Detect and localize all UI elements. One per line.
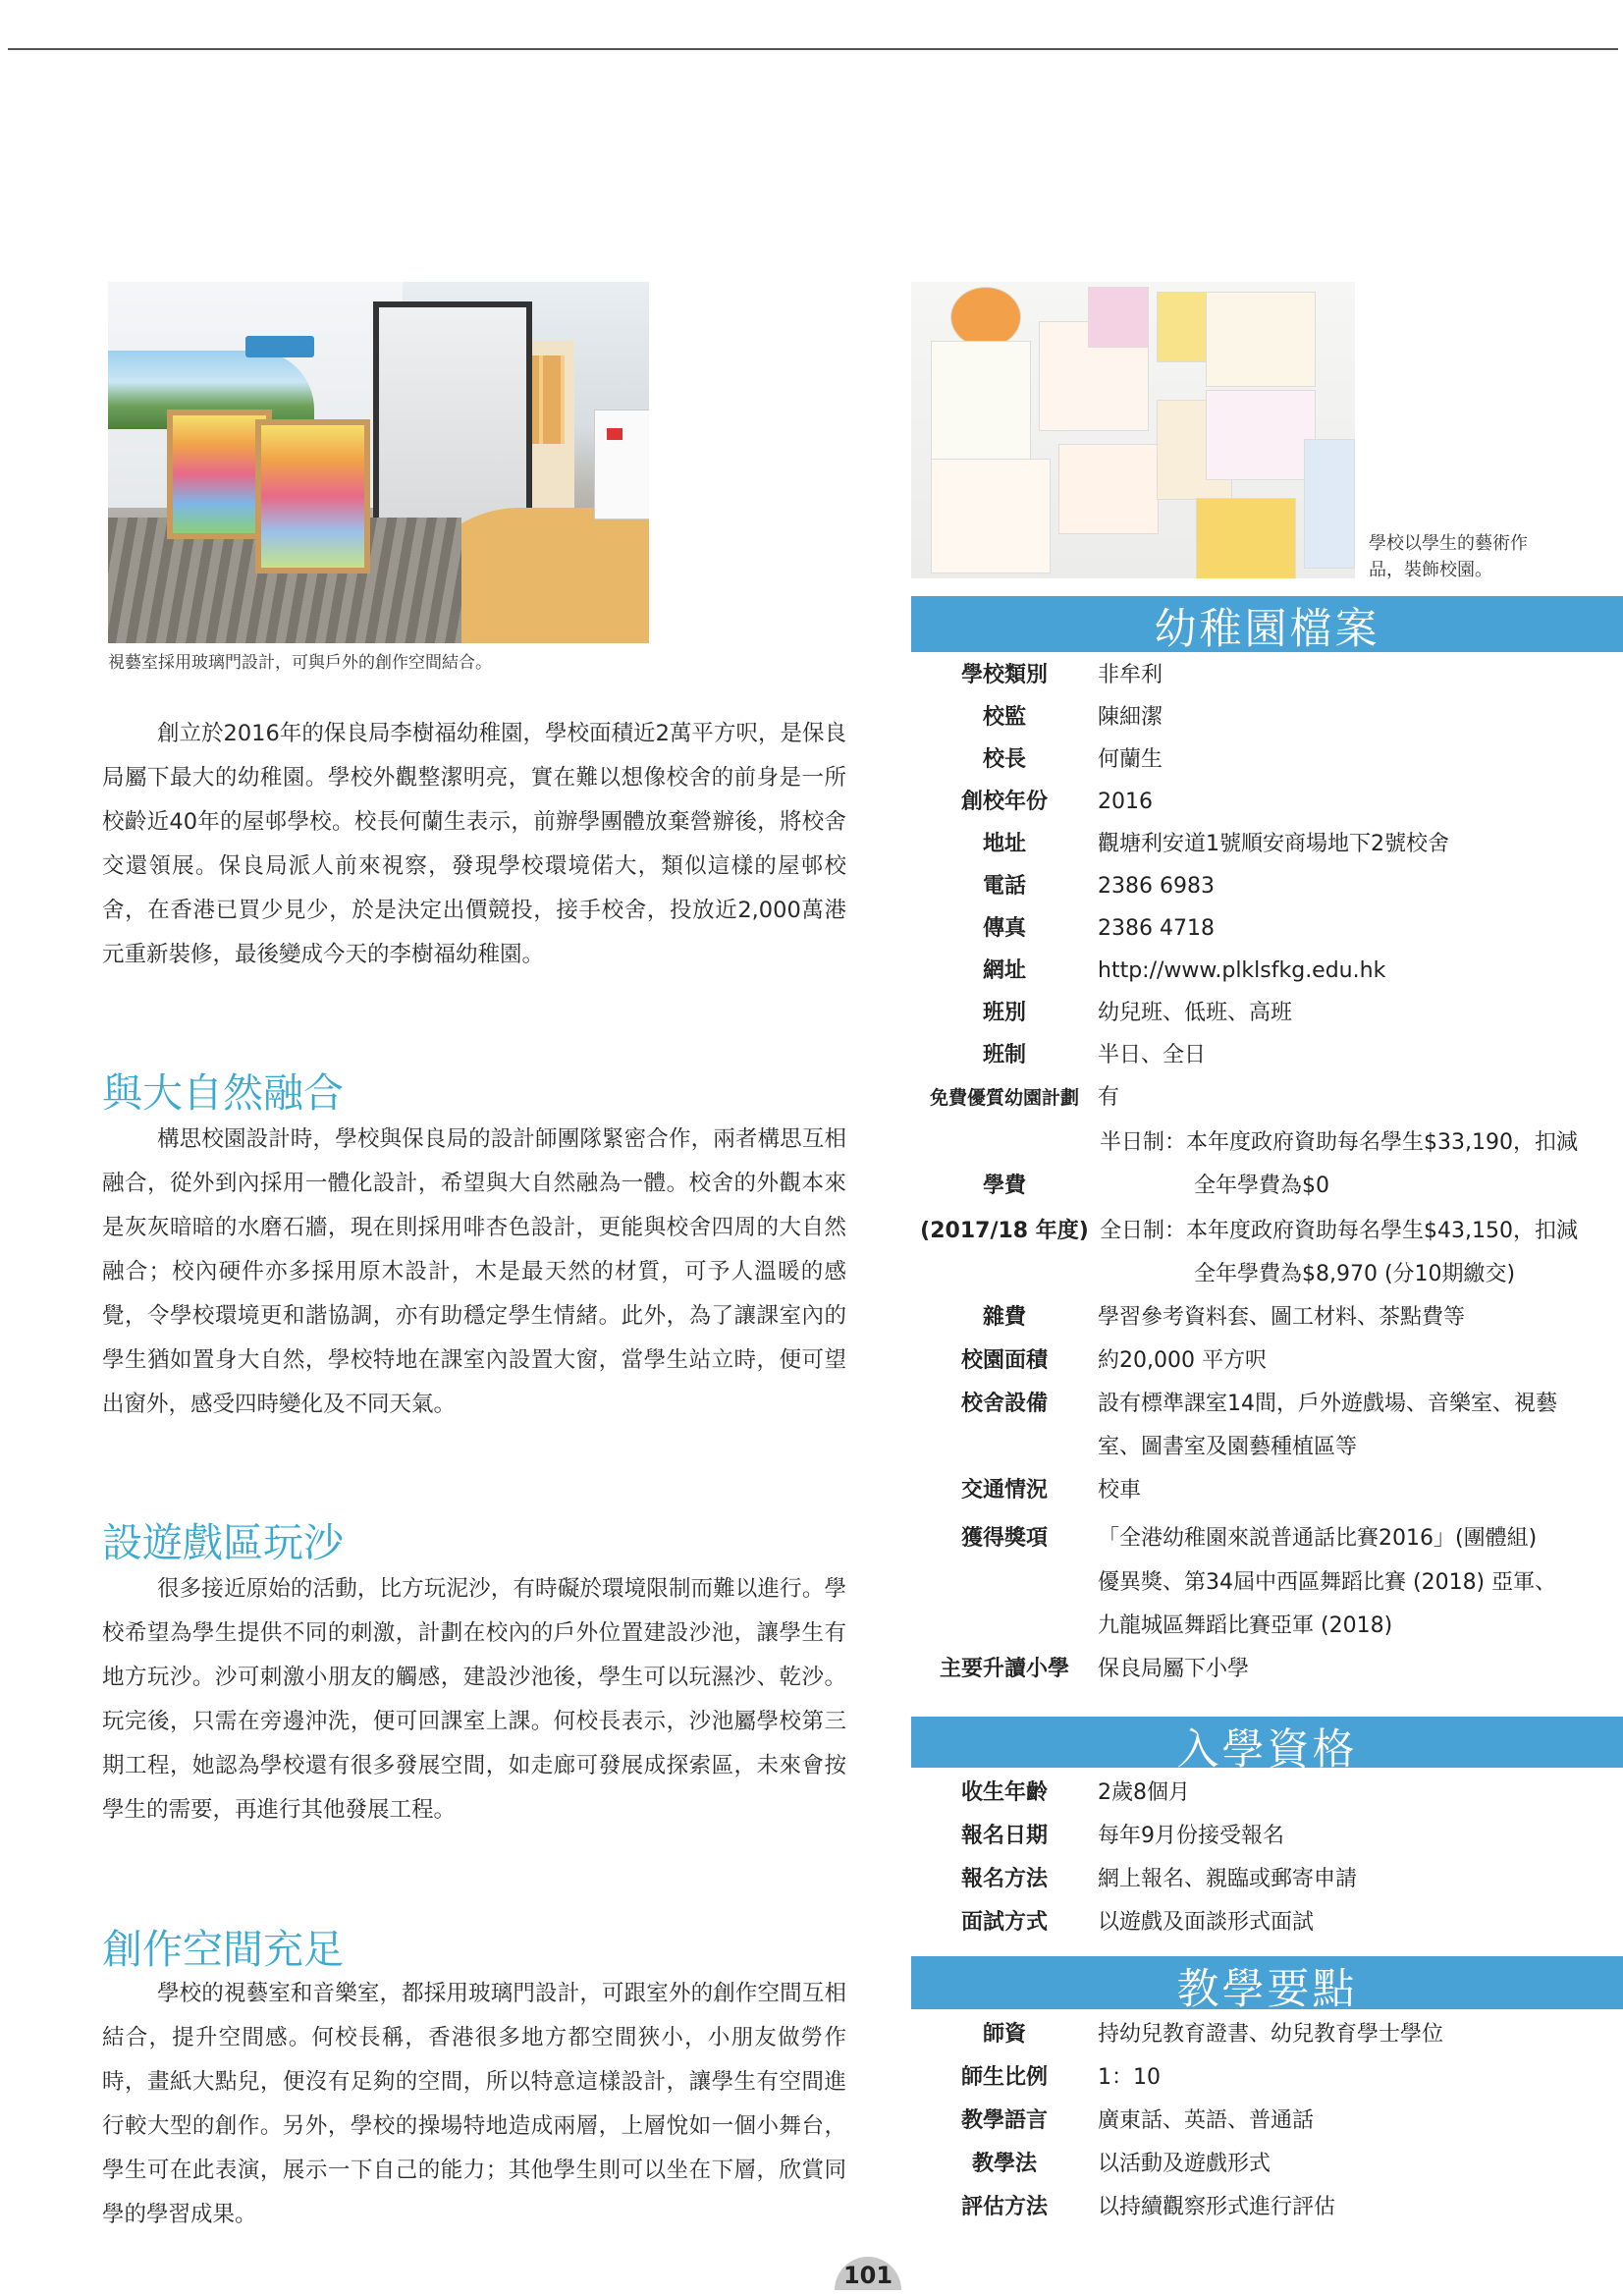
info-label: 師資: [982, 2022, 1026, 2047]
info-value: 2386 4718: [1098, 916, 1215, 941]
info-label: 校舍設備: [960, 1392, 1048, 1416]
section2-heading: 設遊戲區玩沙: [102, 1519, 344, 1566]
caption-line: 學校以學生的藝術作: [1369, 533, 1528, 554]
intro-paragraph: [102, 712, 846, 977]
info-value: 「全港幼稚園來説普通話比賽2016」(團體組): [1098, 1526, 1538, 1551]
info-label: 校園面積: [960, 1348, 1048, 1373]
section2-paragraph: [102, 1567, 846, 1832]
artwork: [1304, 439, 1355, 569]
section3-paragraph: [102, 1972, 846, 2237]
info-label: 教學法: [971, 2152, 1037, 2176]
info-label: 雜費: [982, 1305, 1026, 1330]
info-label: 主要升讀小學: [939, 1657, 1069, 1681]
teaching-title-band: [911, 1956, 1623, 2014]
info-value: 每年9月份接受報名: [1098, 1824, 1284, 1848]
info-label: 免費優質幼園計劃: [929, 1087, 1079, 1109]
photo-poster: [594, 410, 649, 519]
student-artwork-photo: [911, 282, 1355, 578]
top-rule: [8, 48, 1618, 50]
section1-heading: 與大自然融合: [102, 1069, 344, 1117]
info-value: 有: [1098, 1085, 1120, 1110]
info-label: 收生年齡: [960, 1780, 1048, 1805]
info-value: 半日、全日: [1098, 1043, 1207, 1067]
info-label: 網址: [982, 958, 1026, 983]
photo-right-caption: [1369, 530, 1528, 583]
info-value: 九龍城區舞蹈比賽亞軍 (2018): [1098, 1613, 1393, 1638]
info-value: 保良局屬下小學: [1098, 1657, 1250, 1681]
photo-easel: [255, 419, 370, 574]
fee-full-line2: 全年學費為$8,970 (分10期繳交): [1194, 1262, 1516, 1286]
info-label: 獲得獎項: [960, 1526, 1048, 1551]
info-label: 交通情況: [960, 1478, 1048, 1503]
info-label: 校長: [982, 747, 1026, 772]
info-value: 非牟利: [1098, 663, 1163, 687]
artwork: [1088, 287, 1149, 348]
info-value: 觀塘利安道1號順安商場地下2號校舍: [1098, 832, 1449, 856]
fee-half-line1: 半日制：本年度政府資助每名學生$33,190，扣減: [1100, 1130, 1578, 1155]
info-label: 班別: [982, 1001, 1026, 1025]
info-value: 以持續觀察形式進行評估: [1098, 2195, 1336, 2219]
fee-year-label: (2017/18 年度): [920, 1219, 1089, 1243]
info-value: 幼兒班、低班、高班: [1098, 1001, 1293, 1025]
section1-text: 構思校園設計時，學校與保良局的設計師團隊緊密合作，兩者構思互相融合，從外到內採用一體化設計，希望與大自然融為一體。校舍的外觀本來是灰灰暗暗的水磨石牆，現在則採用啡杏色設計，更能與校舍四周的大自然融合；校內硬件亦多採用原木設計，木是最天然的材質，可予人溫暖的感覺，令學校環境更和諧協調，亦有助穩定學生情緒。此外，為了讓課室內的學生猶如置身大自然，學校特地在課室內設置大窗，當學生站立時，便可望出窗外，感受四時變化及不同天氣。: [102, 1126, 846, 1417]
info-label: 地址: [982, 832, 1026, 856]
photo-left-caption: 視藝室採用玻璃門設計，可與戶外的創作空間結合。: [108, 653, 492, 673]
artwork: [1206, 292, 1316, 387]
intro-text: 創立於2016年的保良局李樹福幼稚園，學校面積近2萬平方呎，是保良局屬下最大的幼稚園。學校外觀整潔明亮，實在難以想像校舍的前身是一所校齡近40年的屋邨學校。校長何蘭生表示，前辦學團體放棄營辦後，將校舍交還領展。保良局派人前來視察，發現學校環境偌大，類似這樣的屋邨校舍，在香港已買少見少，於是決定出價競投，接手校舍，投放近2,000萬港元重新裝修，最後變成今天的李樹福幼稚園。: [102, 721, 846, 967]
info-value: 以活動及遊戲形式: [1098, 2152, 1271, 2176]
info-value: 約20,000 平方呎: [1098, 1348, 1267, 1373]
artwork: [1196, 498, 1296, 578]
info-value: 1：10: [1098, 2065, 1161, 2090]
section1-paragraph: [102, 1118, 846, 1427]
info-label: 創校年份: [960, 790, 1048, 814]
info-value: 陳細潔: [1098, 705, 1163, 730]
info-label: 電話: [982, 874, 1026, 899]
info-value: 設有標準課室14間，戶外遊戲場、音樂室、視藝: [1098, 1392, 1557, 1416]
info-value: 何蘭生: [1098, 747, 1163, 772]
info-value: 校車: [1098, 1478, 1142, 1503]
info-label: 師生比例: [960, 2065, 1048, 2090]
artwork: [931, 459, 1051, 574]
info-value: 2歲8個月: [1098, 1780, 1190, 1805]
info-label: 報名日期: [960, 1824, 1048, 1848]
info-label: 面試方式: [960, 1910, 1048, 1935]
admission-title: 入學資格: [1176, 1725, 1358, 1775]
info-label: 傳真: [982, 916, 1026, 941]
section3-text: 學校的視藝室和音樂室，都採用玻璃門設計，可跟室外的創作空間互相結合，提升空間感。何校長稱，香港很多地方都空間狹小，小朋友做勞作時，畫紙大點兒，便沒有足夠的空間，所以特意這樣設計，讓學生有空間進行較大型的創作。另外，學校的操場特地造成兩層，上層悅如一個小舞台，學生可在此表演，展示一下自己的能力；其他學生則可以坐在下層，欣賞同學的學習成果。: [102, 1981, 846, 2227]
fee-full-line1: 全日制：本年度政府資助每名學生$43,150，扣減: [1100, 1219, 1578, 1243]
art-room-photo: [108, 282, 649, 643]
monkey-art: [950, 287, 1021, 348]
fee-half-line2: 全年學費為$0: [1194, 1174, 1329, 1198]
artwork: [931, 341, 1031, 470]
profile-title: 幼稚園檔案: [1154, 605, 1380, 654]
info-value: http://www.plklsfkg.edu.hk: [1098, 958, 1386, 983]
section2-text: 很多接近原始的活動，比方玩泥沙，有時礙於環境限制而難以進行。學校希望為學生提供不同的刺激，計劃在校內的戶外位置建設沙池，讓學生有地方玩沙。沙可刺激小朋友的觸感，建設沙池後，學生可以玩濕沙、乾沙。玩完後，只需在旁邊沖洗，便可回課室上課。何校長表示，沙池屬學校第三期工程，她認為學校還有很多發展空間，如走廊可發展成探索區，未來會按學生的需要，再進行其他發展工程。: [102, 1576, 846, 1823]
artwork: [1206, 390, 1316, 480]
info-value: 室、圖書室及園藝種植區等: [1098, 1435, 1358, 1459]
fee-label: 學費: [982, 1174, 1026, 1198]
photo-sign: [245, 336, 314, 357]
info-value: 2016: [1098, 790, 1153, 814]
info-value: 以遊戲及面談形式面試: [1098, 1910, 1315, 1935]
page-number: 101: [835, 2257, 901, 2290]
info-label: 評估方法: [960, 2195, 1048, 2219]
info-value: 持幼兒教育證書、幼兒教育學士學位: [1098, 2022, 1444, 2047]
info-value: 2386 6983: [1098, 874, 1215, 899]
info-value: 學習參考資料套、圖工材料、茶點費等: [1098, 1305, 1466, 1330]
artwork: [1058, 444, 1159, 534]
info-label: 學校類別: [960, 663, 1048, 687]
info-label: 教學語言: [960, 2108, 1048, 2133]
info-value: 廣東話、英語、普通話: [1098, 2108, 1315, 2133]
admission-title-band: [911, 1717, 1623, 1775]
info-label: 班制: [982, 1043, 1026, 1067]
info-label: 校監: [982, 705, 1026, 730]
caption-line: 品，裝飾校園。: [1369, 560, 1492, 580]
section3-heading: 創作空間充足: [102, 1926, 344, 1973]
info-value: 網上報名、親臨或郵寄申請: [1098, 1867, 1358, 1891]
info-value: 優異獎、第34屆中西區舞蹈比賽 (2018) 亞軍、: [1098, 1570, 1557, 1595]
profile-title-band: [911, 596, 1623, 652]
teaching-title: 教學要點: [1176, 1965, 1358, 2014]
info-label: 報名方法: [960, 1867, 1048, 1891]
